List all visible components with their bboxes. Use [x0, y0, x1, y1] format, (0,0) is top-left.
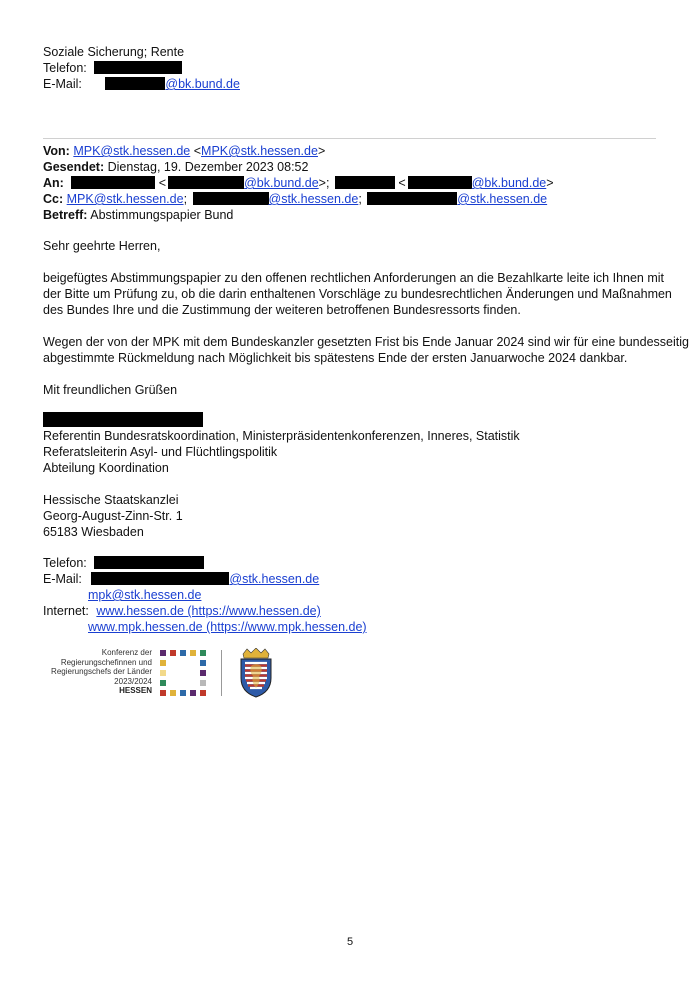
signature-role-2: Referatsleiterin Asyl- und Flüchtlingspolitik [43, 445, 278, 459]
redaction-box [91, 572, 229, 585]
cc-link-1[interactable]: MPK@stk.hessen.de [66, 192, 184, 206]
betreff-label: Betreff: [43, 208, 88, 222]
an-label: An: [43, 176, 64, 190]
cc-label: Cc: [43, 192, 64, 206]
header-email-row [43, 76, 240, 92]
paragraph-2-line-2: abgestimmte Rückmeldung nach Möglichkeit bis spätestens Ende der ersten Januarwoche 2024 dankbar. [43, 351, 628, 365]
betreff-value: Abstimmungspapier Bund [90, 208, 234, 222]
cc-link-3[interactable]: @stk.hessen.de [457, 192, 548, 206]
email-link[interactable]: @bk.bund.de [165, 77, 240, 91]
email-label: E-Mail: [43, 77, 82, 91]
signature-name-row [43, 412, 203, 429]
email-label: E-Mail: [43, 572, 82, 586]
redaction-box [408, 176, 472, 189]
logo-line-4: 2023/2024 [114, 676, 152, 686]
redaction-box [71, 176, 155, 189]
mpk-email-link[interactable]: mpk@stk.hessen.de [88, 588, 202, 602]
redaction-box [193, 192, 269, 205]
signature-telefon-row [43, 555, 204, 571]
von-link-angle[interactable]: MPK@stk.hessen.de [201, 144, 318, 158]
gesendet-value: Dienstag, 19. Dezember 2023 08:52 [107, 160, 309, 174]
signature-internet-row [43, 603, 321, 619]
logo-line-3: Regierungschefs der Länder [51, 667, 152, 676]
signature-email-row [43, 571, 319, 587]
paragraph-1-line-2: der Bitte um Prüfung zu, ob die darin enthaltenen Vorschläge zu bundesrechtlichen Änderungen und Maßnahmen [43, 287, 672, 301]
an-link-2[interactable]: @bk.bund.de [471, 176, 547, 190]
header-department: Soziale Sicherung; Rente [43, 45, 185, 59]
signature-email-link[interactable]: @stk.hessen.de [229, 572, 320, 586]
redaction-box [94, 556, 204, 569]
gesendet-row [43, 159, 308, 175]
an-row: An: < @bk.bund.de>; < @bk.bund.de> [43, 176, 554, 190]
redaction-box [105, 77, 165, 90]
closing: Mit freundlichen Grüßen [43, 383, 178, 397]
paragraph-1-line-3: des Bundes Ihre und die Zustimmung der weiteren betroffenen Bundesressorts finden. [43, 303, 521, 317]
gesendet-label: Gesendet: [43, 160, 105, 174]
cc-link-2[interactable]: @stk.hessen.de [268, 192, 359, 206]
page-number: 5 [346, 936, 354, 948]
redaction-box [335, 176, 395, 189]
mpk-url-link[interactable]: www.mpk.hessen.de (https://www.mpk.hessen.de) [88, 620, 367, 634]
redaction-box [168, 176, 244, 189]
von-link[interactable]: MPK@stk.hessen.de [73, 144, 191, 158]
signature-role-1: Referentin Bundesratskoordination, Ministerpräsidentenkonferenzen, Inneres, Statistik [43, 429, 520, 443]
telefon-label: Telefon: [43, 556, 87, 570]
paragraph-1-line-1: beigefügtes Abstimmungspapier zu den offenen rechtlichen Anforderungen an die Bezahlkarte leite ich Ihnen mit [43, 271, 665, 285]
von-row: Von: MPK@stk.hessen.de <MPK@stk.hessen.de> [43, 144, 326, 158]
mpk-logo-text [40, 648, 152, 696]
signature-city: 65183 Wiesbaden [43, 525, 144, 539]
betreff-row [43, 207, 233, 223]
redaction-box [94, 61, 182, 74]
logo-line-5: HESSEN [119, 686, 152, 695]
logo-divider [221, 650, 222, 696]
logo-line-1: Konferenz der [101, 648, 152, 657]
signature-email-2-row [88, 587, 201, 603]
header-telefon-row [43, 60, 182, 76]
hessen-coat-of-arms-icon [236, 648, 276, 698]
greeting: Sehr geehrte Herren, [43, 239, 161, 253]
internet-label: Internet: [43, 604, 89, 618]
cc-row: Cc: MPK@stk.hessen.de; @stk.hessen.de; @stk.hessen.de [43, 192, 548, 206]
email-divider [43, 138, 656, 139]
redaction-box [43, 412, 203, 427]
signature-url-2-row [88, 619, 367, 635]
von-label: Von: [43, 144, 70, 158]
signature-role-3: Abteilung Koordination [43, 461, 169, 475]
hessen-url-link[interactable]: www.hessen.de (https://www.hessen.de) [96, 604, 321, 618]
an-link-1[interactable]: @bk.bund.de [244, 176, 319, 190]
paragraph-2-line-1: Wegen der von der MPK mit dem Bundeskanzler gesetzten Frist bis Ende Januar 2024 sind wir für eine bundesseitig [43, 335, 689, 349]
signature-org: Hessische Staatskanzlei [43, 493, 179, 507]
signature-street: Georg-August-Zinn-Str. 1 [43, 509, 183, 523]
logo-line-2: Regierungschefinnen und [60, 657, 152, 667]
telefon-label: Telefon: [43, 61, 87, 75]
redaction-box [367, 192, 457, 205]
